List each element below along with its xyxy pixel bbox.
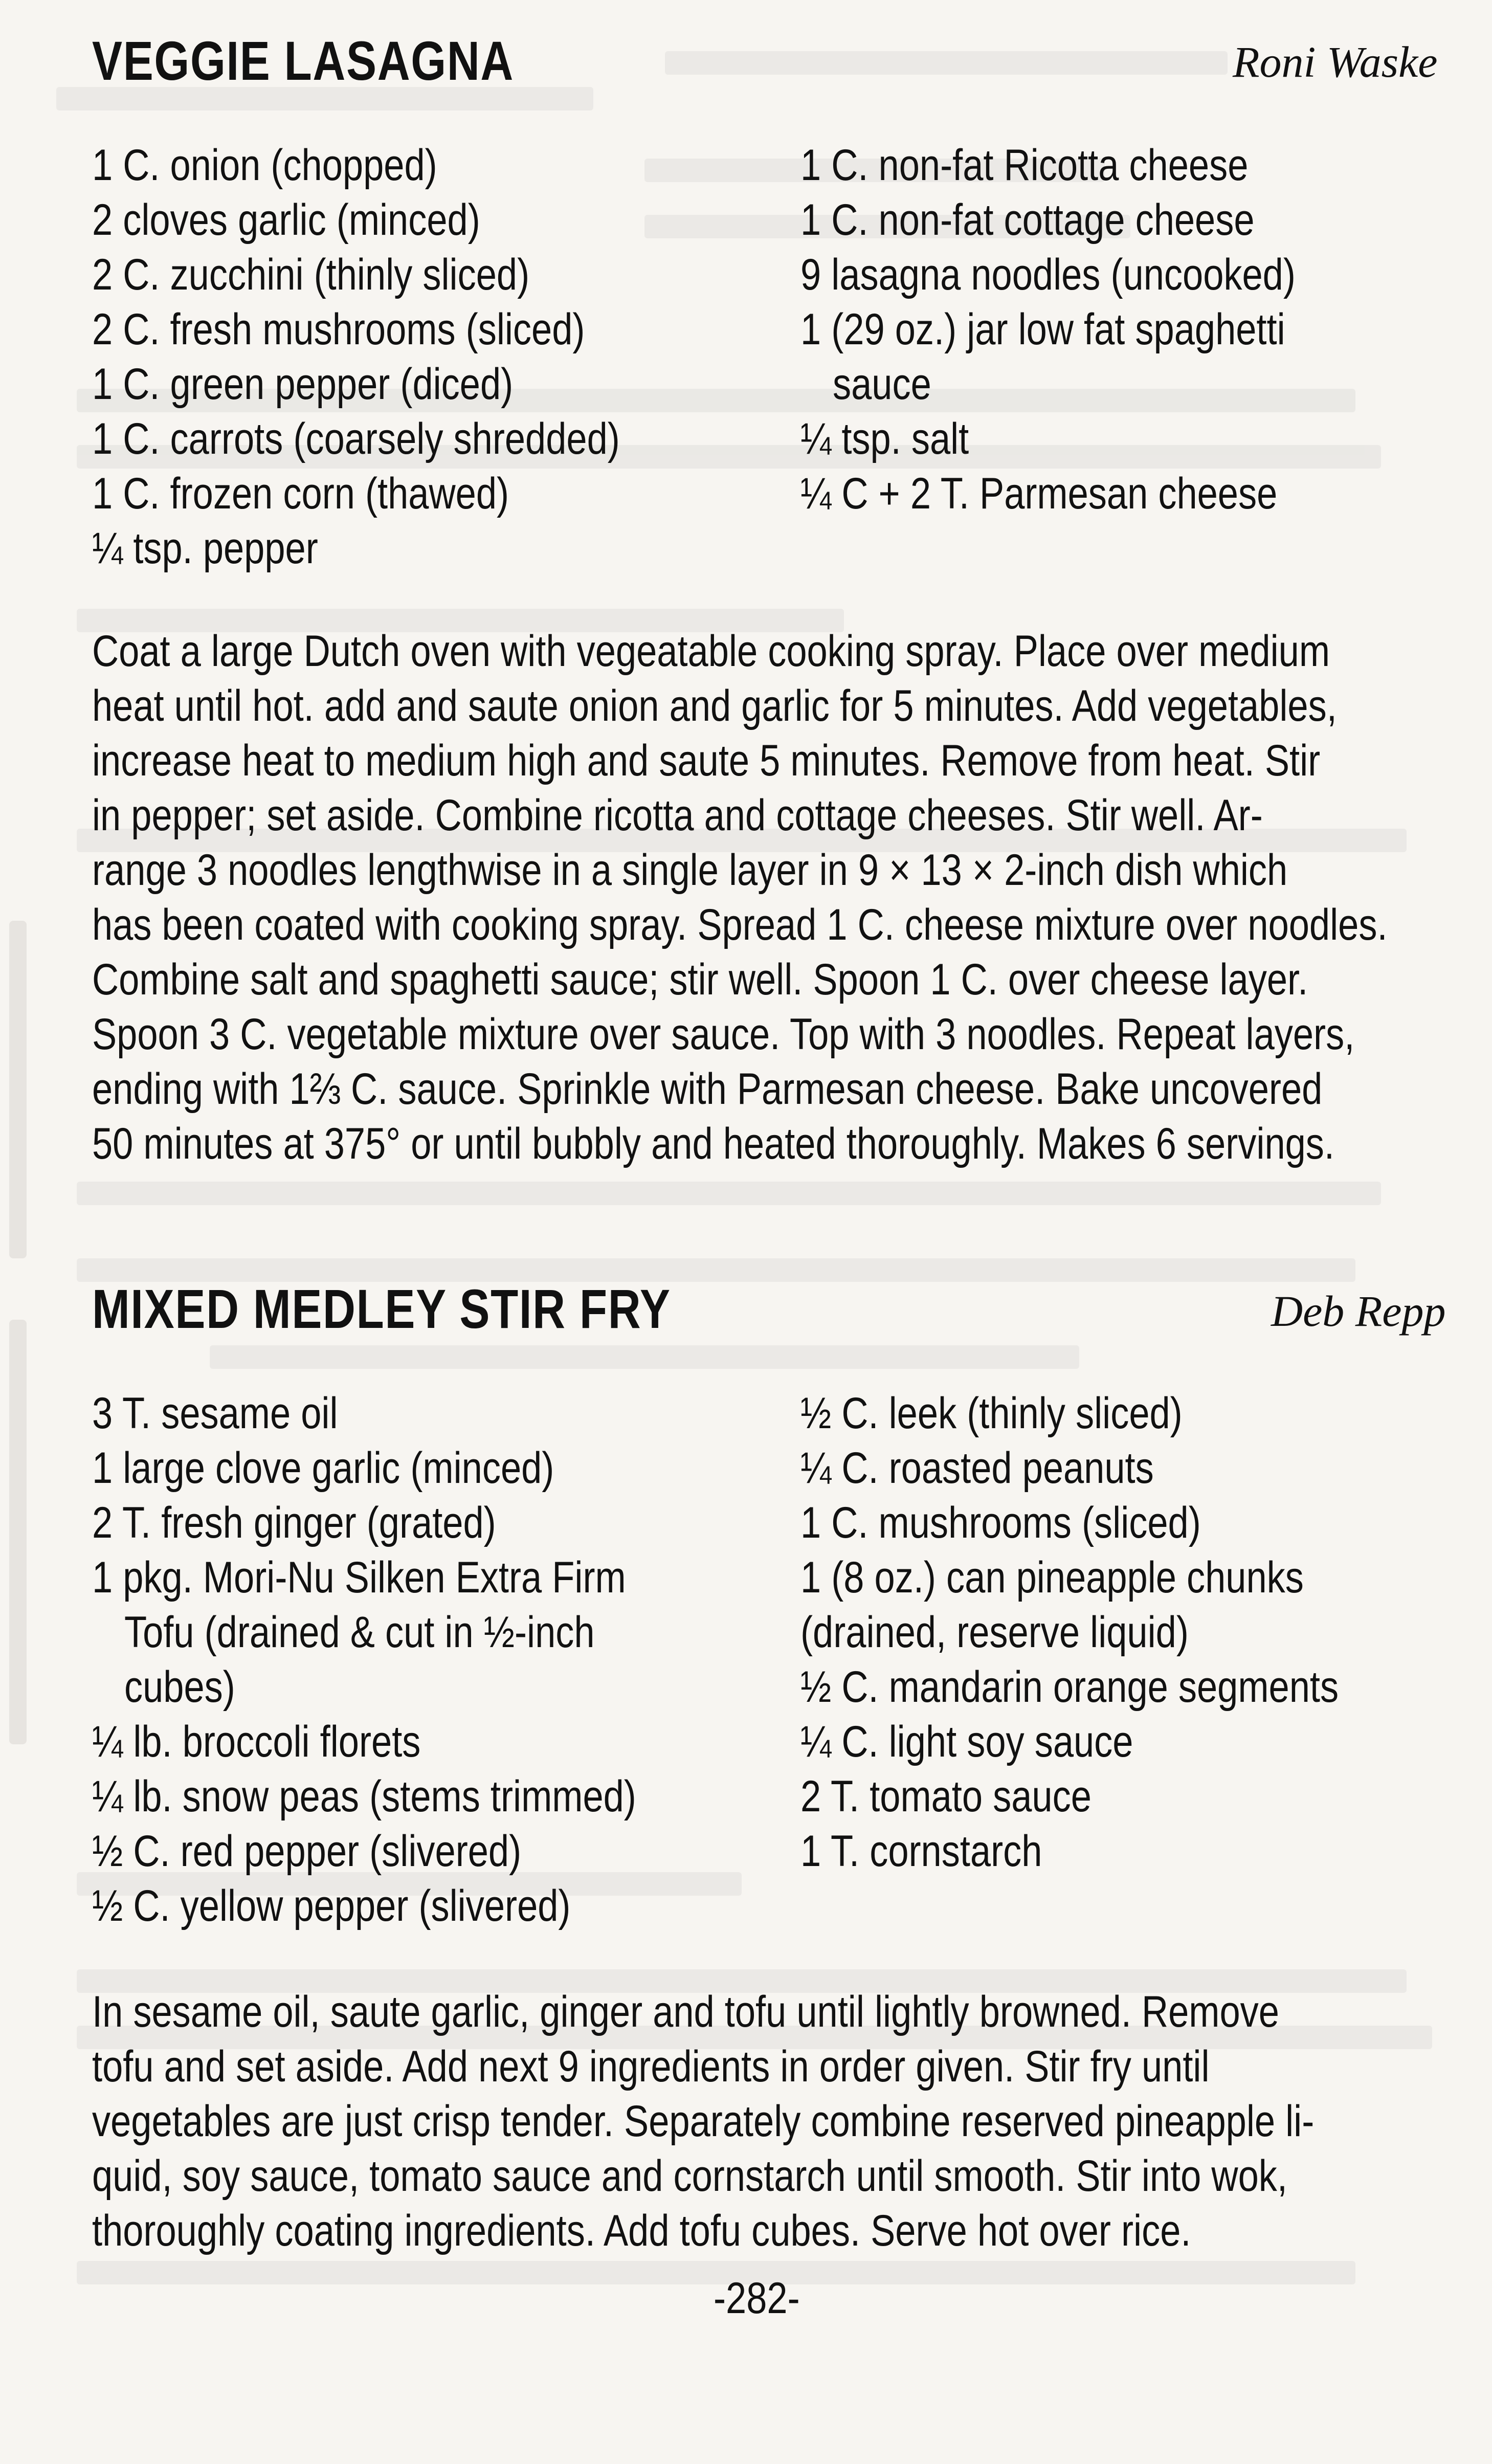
direction-line: has been coated with cooking spray. Spread 1 C. cheese mixture over noodles. [92, 900, 1388, 949]
ingredient-item: ¼ tsp. salt [800, 414, 969, 463]
direction-line: thoroughly coating ingredients. Add tofu cubes. Serve hot over rice. [92, 2206, 1191, 2255]
direction-line: vegetables are just crisp tender. Separately combine reserved pineapple li- [92, 2097, 1315, 2146]
direction-line: Coat a large Dutch oven with vegeatable cooking spray. Place over medium [92, 627, 1330, 676]
ingredient-item: ½ C. red pepper (slivered) [92, 1827, 522, 1876]
ingredient-item: 2 C. zucchini (thinly sliced) [92, 250, 530, 299]
ingredient-item: 1 pkg. Mori-Nu Silken Extra Firm [92, 1553, 626, 1602]
ingredient-item: ¼ C + 2 T. Parmesan cheese [800, 469, 1278, 518]
ingredient-item: ¼ C. roasted peanuts [800, 1444, 1154, 1493]
recipe-title: MIXED MEDLEY STIR FRY [92, 1278, 671, 1340]
ingredient-item: ¼ lb. snow peas (stems trimmed) [92, 1772, 636, 1821]
direction-line: 50 minutes at 375° or until bubbly and heated thoroughly. Makes 6 servings. [92, 1119, 1335, 1168]
ingredient-item: ½ C. leek (thinly sliced) [800, 1389, 1183, 1438]
direction-line: range 3 noodles lengthwise in a single layer in 9 × 13 × 2-inch dish which [92, 846, 1288, 895]
ingredient-item: 1 C. frozen corn (thawed) [92, 469, 509, 518]
recipe-title: VEGGIE LASAGNA [92, 30, 515, 92]
direction-line: quid, soy sauce, tomato sauce and cornstarch until smooth. Stir into wok, [92, 2151, 1287, 2201]
margin-tab-mark [9, 1320, 27, 1744]
ingredient-item: 1 T. cornstarch [800, 1827, 1042, 1876]
recipe-directions [92, 1985, 1314, 2258]
ingredient-item: 9 lasagna noodles (uncooked) [800, 250, 1296, 299]
ingredient-item: ½ C. mandarin orange segments [800, 1662, 1339, 1712]
ingredient-item: ¼ C. light soy sauce [800, 1717, 1133, 1766]
ingredient-item: 2 T. fresh ginger (grated) [92, 1498, 496, 1547]
ingredient-item: 1 large clove garlic (minced) [92, 1444, 554, 1493]
ingredient-item: 2 T. tomato sauce [800, 1772, 1092, 1821]
ingredient-item: ½ C. yellow pepper (slivered) [92, 1881, 571, 1930]
direction-line: Spoon 3 C. vegetable mixture over sauce. Top with 3 noodles. Repeat layers, [92, 1010, 1355, 1059]
direction-line: increase heat to medium high and saute 5 minutes. Remove from heat. Stir [92, 736, 1321, 785]
ingredient-item-continued: cubes) [124, 1662, 235, 1712]
ingredient-item-continued: sauce [833, 360, 931, 409]
direction-line: in pepper; set aside. Combine ricotta and cottage cheeses. Stir well. Ar- [92, 791, 1263, 840]
ingredients-right-column [800, 138, 1296, 521]
recipe-author: Deb Repp [1271, 1286, 1446, 1336]
ingredient-item-continued: (drained, reserve liquid) [800, 1608, 1189, 1657]
ingredient-item: 1 (29 oz.) jar low fat spaghetti [800, 305, 1285, 354]
direction-line: ending with 1⅔ C. sauce. Sprinkle with Parmesan cheese. Bake uncovered [92, 1064, 1323, 1114]
ingredient-item: ¼ tsp. pepper [92, 524, 318, 573]
ingredient-item: 1 C. green pepper (diced) [92, 360, 514, 409]
direction-line: Combine salt and spaghetti sauce; stir well. Spoon 1 C. over cheese layer. [92, 955, 1308, 1004]
margin-tab-mark [9, 921, 27, 1258]
ingredient-item: 1 C. carrots (coarsely shredded) [92, 414, 620, 463]
page-number: -282- [714, 2274, 800, 2323]
direction-line: In sesame oil, saute garlic, ginger and tofu until lightly browned. Remove [92, 1987, 1279, 2036]
ingredient-item: ¼ lb. broccoli florets [92, 1717, 421, 1766]
ingredient-item: 1 C. non-fat cottage cheese [800, 195, 1255, 245]
ingredient-item: 2 C. fresh mushrooms (sliced) [92, 305, 585, 354]
ingredient-item: 1 (8 oz.) can pineapple chunks [800, 1553, 1304, 1602]
ingredient-item: 3 T. sesame oil [92, 1389, 338, 1438]
ingredients-left-column [92, 138, 620, 576]
ingredient-item: 1 C. onion (chopped) [92, 141, 437, 190]
ingredients-left-column [92, 1386, 636, 1934]
ingredient-item: 1 C. non-fat Ricotta cheese [800, 141, 1249, 190]
ingredient-item: 2 cloves garlic (minced) [92, 195, 480, 245]
ingredients-right-column [800, 1386, 1339, 1879]
direction-line: heat until hot. add and saute onion and garlic for 5 minutes. Add vegetables, [92, 681, 1337, 730]
ingredient-item-continued: Tofu (drained & cut in ½-inch [124, 1608, 595, 1657]
recipe-directions [92, 624, 1388, 1171]
ingredient-item: 1 C. mushrooms (sliced) [800, 1498, 1201, 1547]
recipe-author: Roni Waske [1233, 37, 1438, 86]
direction-line: tofu and set aside. Add next 9 ingredients in order given. Stir fry until [92, 2042, 1210, 2091]
